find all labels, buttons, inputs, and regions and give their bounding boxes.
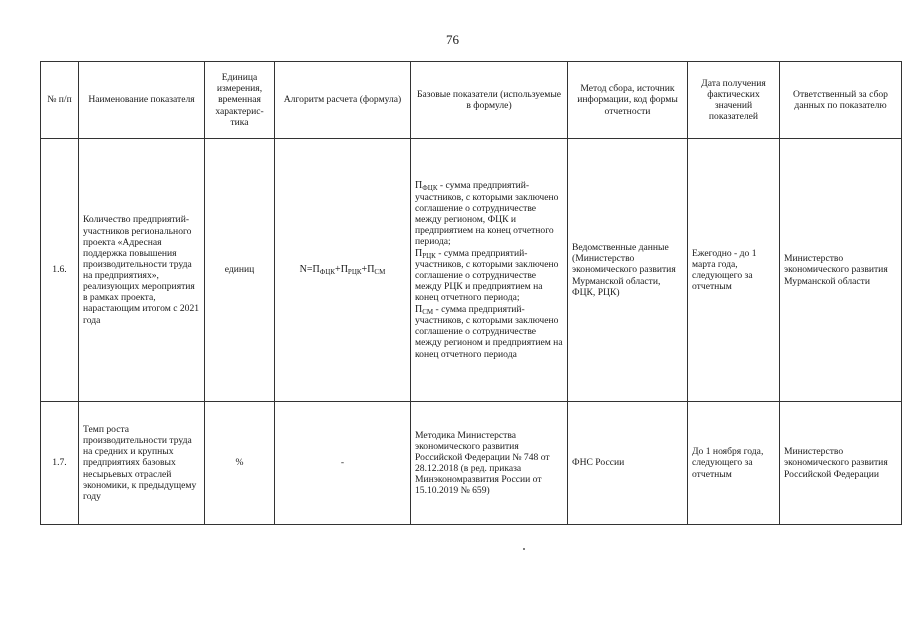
date-cell: Ежегодно - до 1 марта года, следующего за отчетным	[688, 139, 780, 402]
row-number: 1.6.	[41, 139, 79, 402]
base-indicator-rck: $П_{РЦК}$ - сумма предприятий-участников, с которыми заключено соглашение о сотрудничестве между РЦК и предприятием на конец отчетного периода;	[415, 247, 559, 304]
responsible-cell: Министерство экономического развития Российской Федерации	[780, 402, 902, 525]
header-responsible: Ответственный за сбор данных по показателю	[780, 62, 902, 139]
header-name: Наименование показателя	[79, 62, 205, 139]
unit-cell: единиц	[205, 139, 275, 402]
header-method: Метод сбора, источник информации, код формы отчетности	[568, 62, 688, 139]
formula-cell: -	[275, 402, 411, 525]
header-unit: Единица измерения, временная характерис-тика	[205, 62, 275, 139]
indicator-name: Количество предприятий-участников регионального проекта «Адресная поддержка повышения производительности труда на предприятиях», реализующих мероприятия в рамках проекта, нарастающим итогом с 2021 года	[79, 139, 205, 402]
method-cell: Ведомственные данные (Министерство экономического развития Мурманской области, ФЦК, РЦК)	[568, 139, 688, 402]
base-indicator-sm: $П_{СМ}$ - сумма предприятий-участников, с которыми заключено соглашение о сотрудничестве между регионом и предприятием на конец отчетного периода	[415, 303, 563, 360]
indicator-name: Темп роста производительности труда на средних и крупных предприятиях базовых несырьевых отраслей экономики, к предыдущему году	[79, 402, 205, 525]
method-cell: ФНС России	[568, 402, 688, 525]
base-indicators-cell: Методика Министерства экономического развития Российской Федерации № 748 от 28.12.2018 (в ред. приказа Минэкономразвития России от 15.10.2019 № 659)	[411, 402, 568, 525]
base-indicator-fck: $П_{ФЦК}$ - сумма предприятий-участников, с которыми заключено соглашение о сотрудничестве между регионом, ФЦК и предприятием на конец отчетного периода;	[415, 180, 559, 248]
date-cell: До 1 ноября года, следующего за отчетным	[688, 402, 780, 525]
base-indicators-cell	[411, 139, 568, 402]
header-num: № п/п	[41, 62, 79, 139]
page-number: 76	[446, 32, 459, 47]
indicators-table	[40, 61, 902, 525]
formula-cell	[275, 139, 411, 402]
table-row	[41, 402, 902, 525]
header-algorithm: Алгоритм расчета (формула)	[275, 62, 411, 139]
responsible-cell: Министерство экономического развития Мурманской области	[780, 139, 902, 402]
table-header-row	[41, 62, 902, 139]
unit-cell: %	[205, 402, 275, 525]
table-row	[41, 139, 902, 402]
scan-speck	[523, 548, 525, 550]
formula: $N=П_{ФЦК}+П_{РЦК}+П_{СМ}$	[299, 264, 386, 277]
header-date: Дата получения фактических значений показателей	[688, 62, 780, 139]
row-number: 1.7.	[41, 402, 79, 525]
header-base: Базовые показатели (используемые в формуле)	[411, 62, 568, 139]
